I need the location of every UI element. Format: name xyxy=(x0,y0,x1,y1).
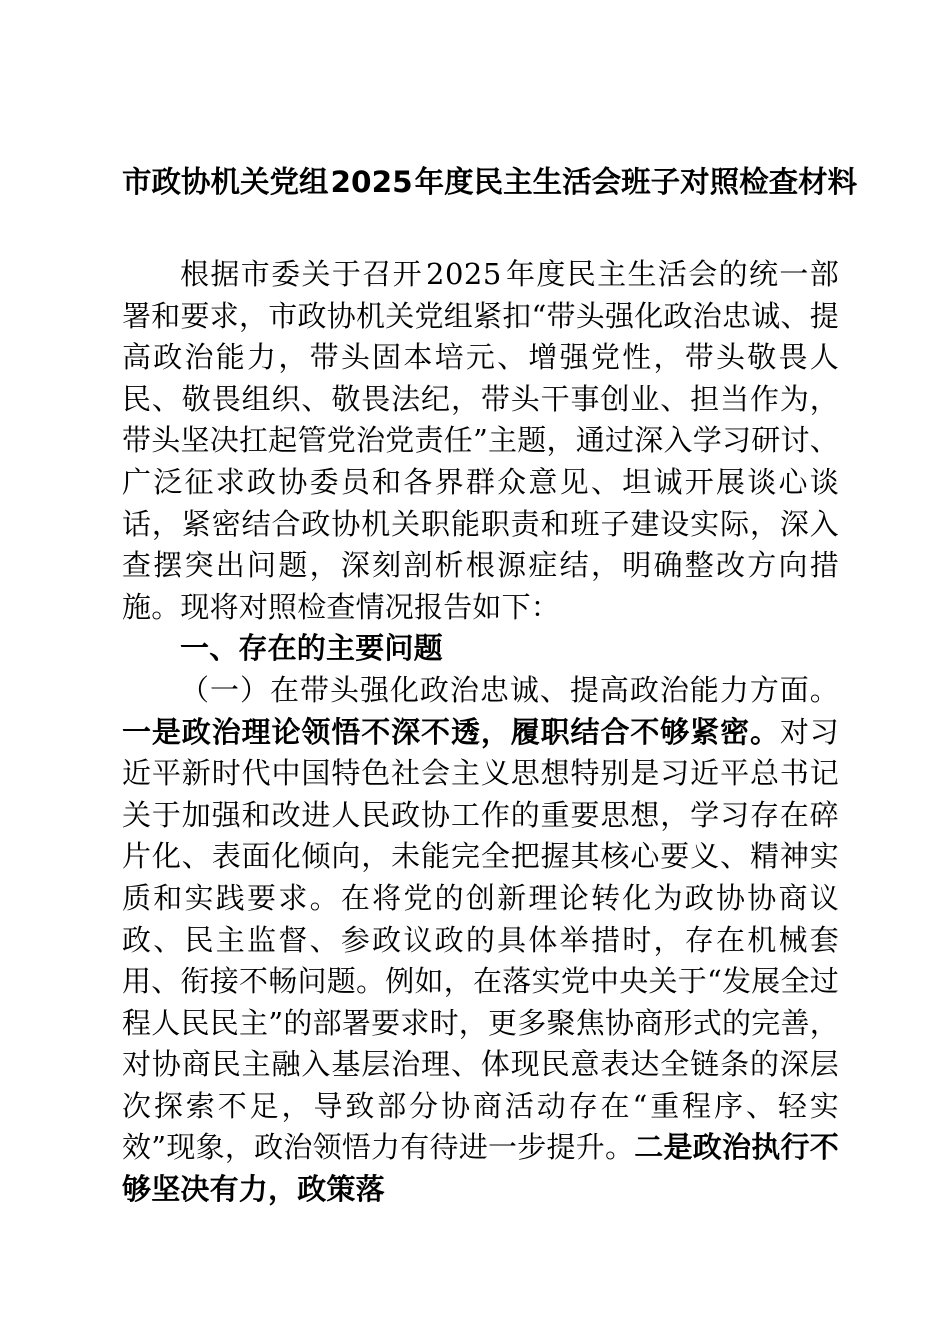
paragraph-section-1-1 xyxy=(122,670,839,1211)
sec1-run-0: （一）在带头强化政治忠诚、提高政治能力方面。 xyxy=(180,672,839,707)
document-content xyxy=(122,160,858,1211)
document-title xyxy=(122,160,858,204)
intro-run-1-year: 2025 xyxy=(426,257,502,291)
document-title-suffix: 年度民主生活会班子对照检查材料 xyxy=(414,165,858,199)
document-title-year: 2025 xyxy=(330,165,413,199)
title-body-spacer xyxy=(122,204,839,254)
document-title-prefix: 市政协机关党组 xyxy=(122,165,329,199)
section-heading-1: 一、存在的主要问题 xyxy=(180,631,443,666)
intro-run-0: 根据市委关于召开 xyxy=(180,257,424,291)
sec1-emphasis-2: 二是政治执行不够坚决有力，政策落 xyxy=(122,1130,839,1207)
sec1-run-2: 对习近平新时代中国特色社会主义思想特别是习近平总书记关于加强和改进人民政协工作的重要思想，学习存在碎片化、表面化倾向，未能完全把握其核心要义、精神实质和实践要求。在将党的创新理论转化为政协协商议政、民主监督、参政议政的具体举措时，存在机械套用、衔接不畅问题。例如，在落实党中央关于“发展全过程人民民主”的部署要求时，更多聚焦协商形式的完善，对协商民主融入基层治理、体现民意表达全链条的深层次探索不足，导致部分协商活动存在“重程序、轻实效”现象，政治领悟力有待进一步提升。 xyxy=(122,714,839,1165)
paragraph-intro xyxy=(122,254,839,628)
sec1-emphasis-1: 一是政治理论领悟不深不透，履职结合不够紧密。 xyxy=(122,714,780,749)
intro-run-2: 年度民主生活会的统一部署和要求，市政协机关党组紧扣“带头强化政治忠诚、提高政治能力，带头固本培元、增强党性，带头敬畏人民、敬畏组织、敬畏法纪，带头干事创业、担当作为，带头坚决扛起管党治党责任”主题，通过深入学习研讨、广泛征求政协委员和各界群众意见、坦诚开展谈心谈话，紧密结合政协机关职能职责和班子建设实际，深入查摆突出问题，深刻剖析根源症结，明确整改方向措施。现将对照检查情况报告如下： xyxy=(122,257,839,624)
